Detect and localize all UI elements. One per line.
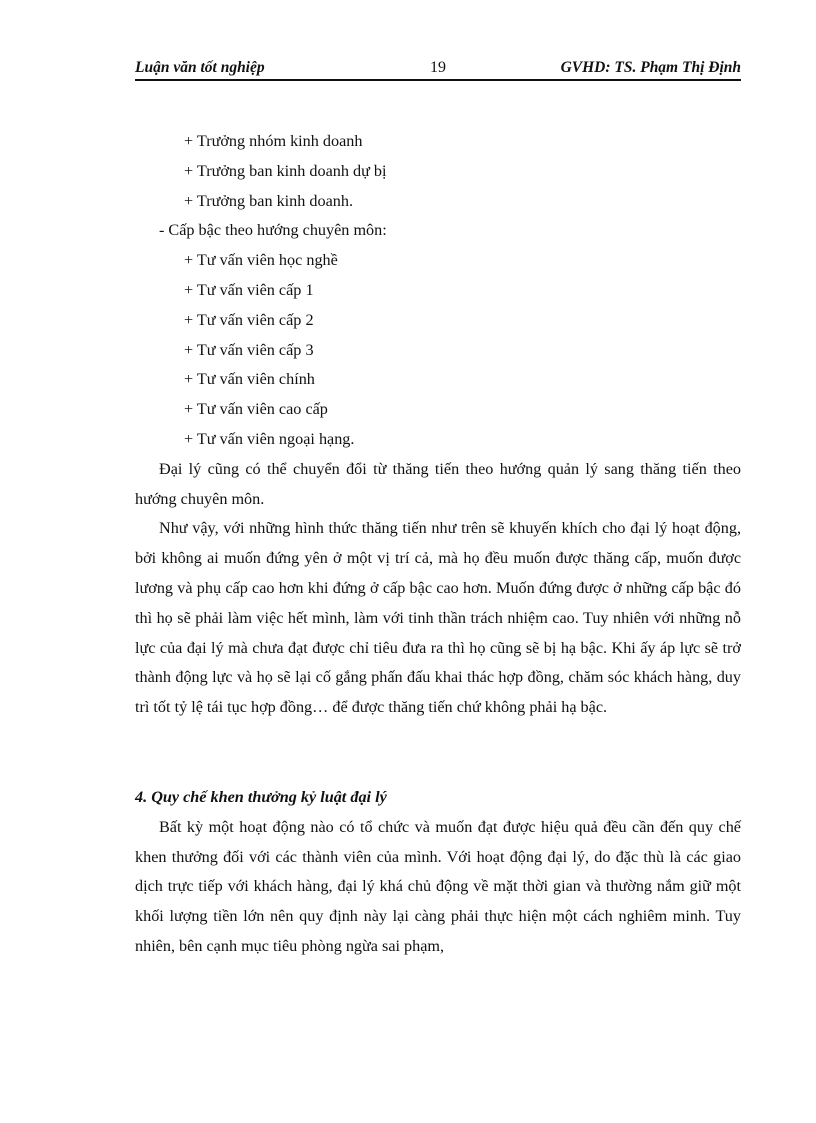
page-header xyxy=(135,57,741,81)
list-item: + Trưởng ban kinh doanh. xyxy=(184,191,354,210)
list-item: + Trưởng ban kinh doanh dự bị xyxy=(184,161,387,180)
section-heading: 4. Quy chế khen thưởng kỷ luật đại lý xyxy=(135,787,387,806)
section-paragraph: Bất kỳ một hoạt động nào có tổ chức và muốn đạt được hiệu quả đều cần đến quy chế khen thưởng đối với các thành viên của mình. Với hoạt động đại lý, do đặc thù là các giao dịch trực tiếp với khách hàng, đại lý khá chủ động về mặt thời gian và thường nắm giữ một khối lượng tiền lớn nên quy định này lại càng phải thực hiện một cách nghiêm minh. Tuy nhiên, bên cạnh mục tiêu phòng ngừa sai phạm, xyxy=(135,817,741,955)
list-item: + Tư vấn viên ngoại hạng. xyxy=(184,429,355,448)
page-number: 19 xyxy=(430,59,446,76)
list-item: + Tư vấn viên cấp 2 xyxy=(184,310,314,329)
list-item: + Trưởng nhóm kinh doanh xyxy=(184,132,363,150)
list-item: + Tư vấn viên học nghề xyxy=(184,251,338,270)
thesis-title: Luận văn tốt nghiệp xyxy=(135,59,265,76)
section-spacer xyxy=(135,723,741,783)
body-paragraph: Đại lý cũng có thể chuyển đổi từ thăng tiến theo hướng quản lý sang thăng tiến theo hướng chuyên môn. xyxy=(135,459,741,508)
advisor-name: GVHD: TS. Phạm Thị Định xyxy=(560,59,741,76)
list-item: + Tư vấn viên cấp 1 xyxy=(184,280,314,299)
list-item: + Tư vấn viên chính xyxy=(184,370,315,389)
list-item: + Tư vấn viên cấp 3 xyxy=(184,340,314,359)
list-item: + Tư vấn viên cao cấp xyxy=(184,400,328,419)
expert-track-intro: - Cấp bậc theo hướng chuyên môn: xyxy=(159,221,387,240)
page-body xyxy=(135,127,741,962)
body-paragraph: Như vậy, với những hình thức thăng tiến như trên sẽ khuyến khích cho đại lý hoạt động, bởi không ai muốn đứng yên ở một vị trí cả, mà họ đều muốn được thăng cấp, muốn được lương và phụ cấp cao hơn khi đứng ở cấp bậc cao hơn. Muốn đứng được ở những cấp bậc đó thì họ sẽ phải làm việc hết mình, làm với tinh thần trách nhiệm cao. Tuy nhiên với những nỗ lực của đại lý mà chưa đạt được chỉ tiêu đưa ra thì họ cũng sẽ bị hạ bậc. Khi ấy áp lực sẽ trở thành động lực và họ sẽ lại cố gắng phấn đấu khai thác hợp đồng, chăm sóc khách hàng, duy trì tốt tỷ lệ tái tục hợp đồng… để được thăng tiến chứ không phải hạ bậc. xyxy=(135,519,741,717)
